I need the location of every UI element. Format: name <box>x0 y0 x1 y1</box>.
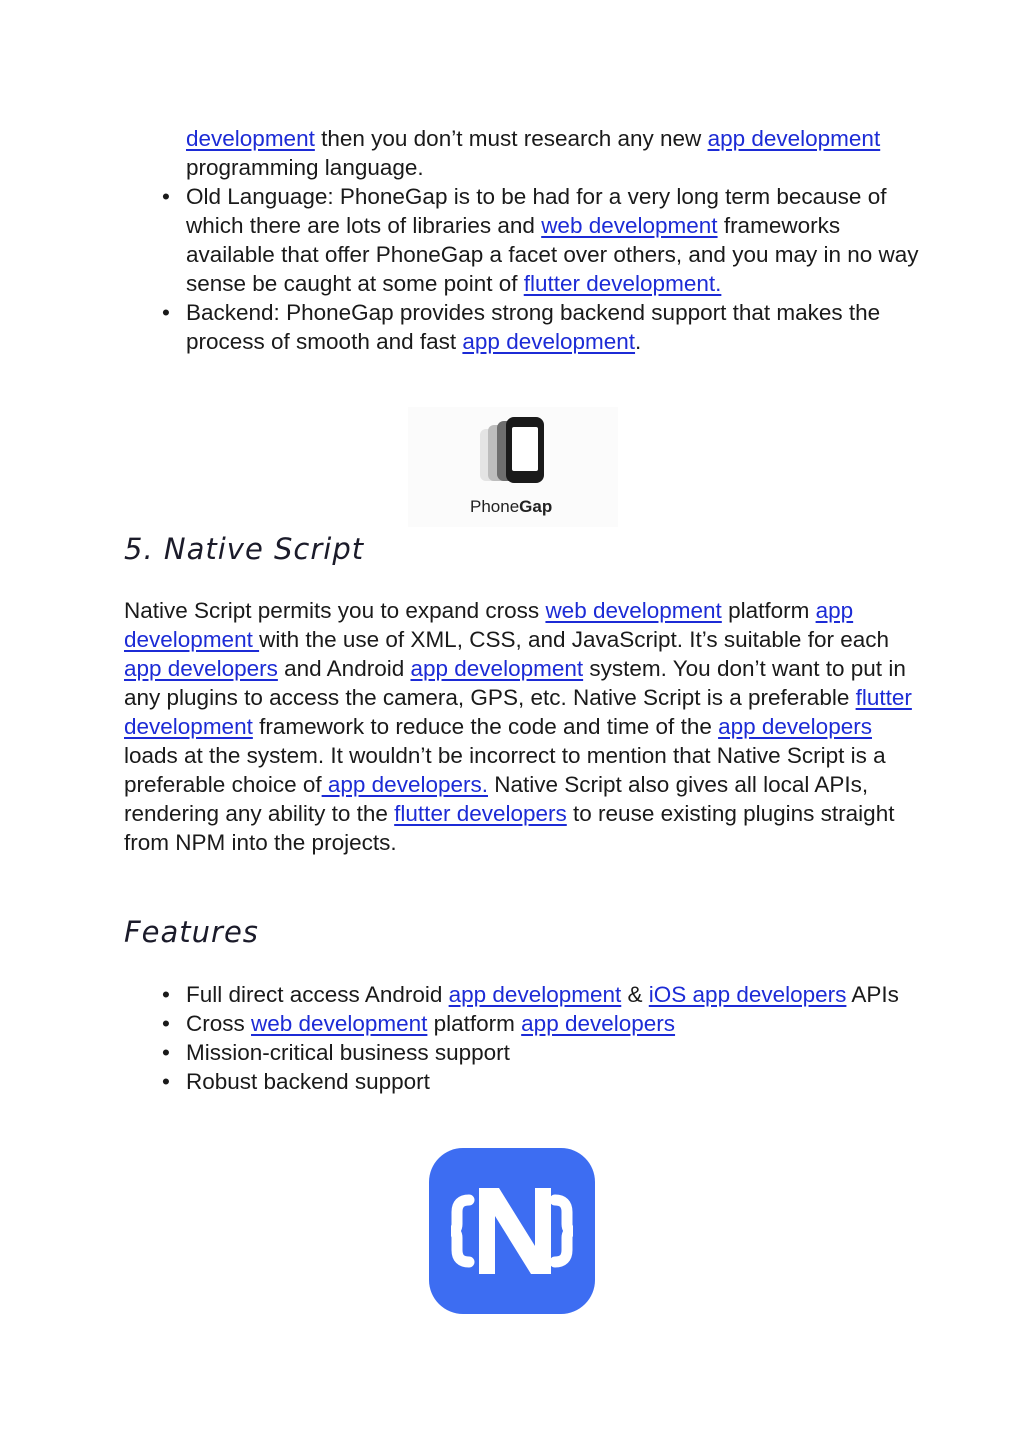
text-run: APIs <box>846 982 899 1007</box>
nativescript-logo-icon <box>429 1148 595 1314</box>
text-run: Full direct access Android <box>186 982 449 1007</box>
text-run: . <box>635 329 642 354</box>
list-item <box>162 298 926 356</box>
features-list <box>162 980 926 1096</box>
link-flutter-development[interactable]: flutter development <box>124 685 912 739</box>
link-ios-app-developers[interactable]: iOS app developers <box>648 982 847 1007</box>
text-run: to reuse existing plugins straight from NPM into the projects. <box>124 801 895 855</box>
link-app-development[interactable]: app development <box>462 329 636 354</box>
text-run: Backend: PhoneGap provides strong backend support that makes the process of smooth and fast <box>186 300 881 354</box>
continued-list-item <box>186 124 926 182</box>
link-app-development[interactable]: app development <box>707 126 881 151</box>
section-heading: 5. Native Script <box>124 532 365 566</box>
text-run: & <box>621 982 649 1007</box>
phonegap-logo-icon <box>408 407 618 527</box>
link-app-development[interactable]: app development <box>410 656 584 681</box>
bullet-icon: • <box>162 982 170 1007</box>
link-app-development[interactable]: app development <box>124 598 854 652</box>
link-flutter-developers[interactable]: flutter developers <box>394 801 567 826</box>
link-web-development[interactable]: web development <box>541 213 718 238</box>
text-run: Old Language: PhoneGap is to be had for a very long term because of which there are lots of libraries and <box>186 184 887 238</box>
list-item <box>162 1009 926 1038</box>
text-run: with the use of XML, CSS, and JavaScript. It’s suitable for each <box>259 627 889 652</box>
text-run: frameworks available that offer PhoneGap a facet over others, and you may in no way sense be caught at some point of <box>186 213 919 296</box>
link-app-developers[interactable]: app developers. <box>321 772 488 797</box>
text-run: Cross <box>186 1011 252 1036</box>
list-item <box>162 1038 926 1067</box>
text-run: platform <box>721 598 816 623</box>
native-script-paragraph <box>124 596 914 857</box>
text-run: framework to reduce the code and time of the <box>252 714 719 739</box>
text-run: loads at the system. It wouldn’t be incorrect to mention that Native Script is a preferable choice of <box>124 743 886 797</box>
link-app-developers[interactable]: app developers <box>521 1011 676 1036</box>
bullet-icon: • <box>162 300 170 325</box>
text-run: platform <box>427 1011 522 1036</box>
text-run: system. You don’t want to put in any plugins to access the camera, GPS, etc. Native Script is a preferable <box>124 656 906 710</box>
text-run: then you don’t must research any new <box>314 126 708 151</box>
link-app-developers[interactable]: app developers <box>124 656 278 681</box>
logo-text: PhoneGap <box>470 497 553 516</box>
text-run: and Android <box>277 656 411 681</box>
text-run: Native Script permits you to expand cross <box>124 598 546 623</box>
list-item <box>162 980 926 1009</box>
bullet-icon: • <box>162 1069 170 1094</box>
list-item <box>162 1067 926 1096</box>
text-run: Mission-critical business support <box>186 1040 510 1065</box>
text-run: programming language. <box>186 155 424 180</box>
text-run: Native Script also gives all local APIs, rendering any ability to the <box>124 772 869 826</box>
features-heading: Features <box>124 915 259 949</box>
link-web-development[interactable]: web development <box>545 598 722 623</box>
bullet-icon: • <box>162 184 170 209</box>
link-app-developers[interactable]: app developers <box>718 714 872 739</box>
list-item <box>162 182 926 298</box>
bullet-icon: • <box>162 1040 170 1065</box>
link-flutter-development[interactable]: flutter development. <box>523 271 722 296</box>
text-run: Robust backend support <box>186 1069 430 1094</box>
nativescript-logo <box>429 1148 595 1314</box>
phonegap-features-list <box>162 182 926 356</box>
bullet-icon: • <box>162 1011 170 1036</box>
link-app-development[interactable]: app development <box>448 982 622 1007</box>
link-web-development[interactable]: web development <box>251 1011 428 1036</box>
phonegap-logo <box>408 407 618 527</box>
link-development[interactable]: development <box>186 126 315 151</box>
